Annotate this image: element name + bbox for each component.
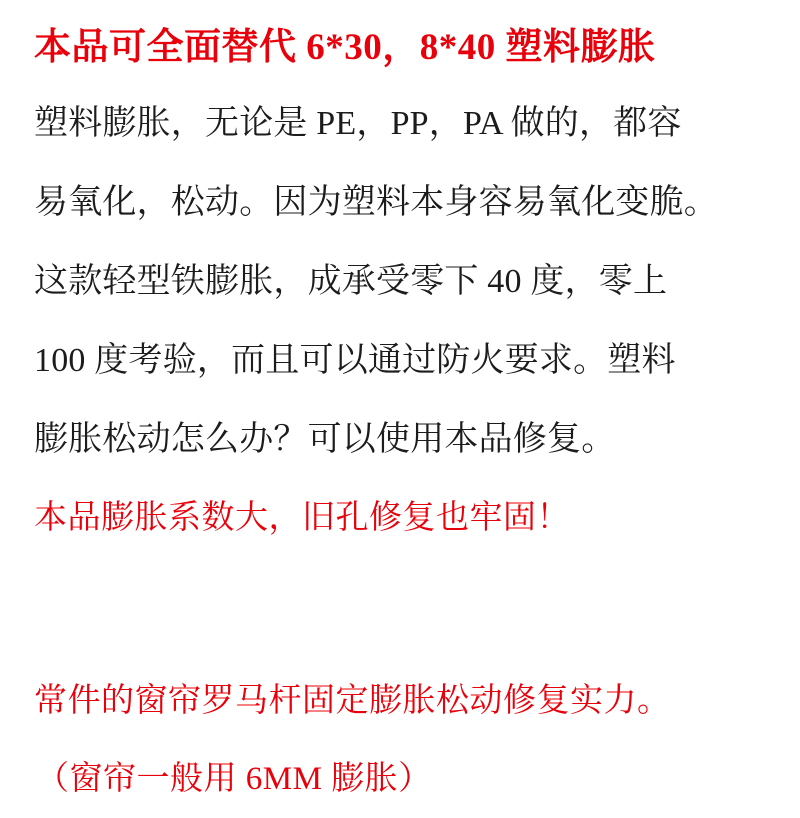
emphasis-statement bbox=[34, 479, 766, 558]
headline-line: 本品可全面替代 6*30，8*40 塑料膨胀 bbox=[34, 27, 656, 68]
paragraph-two bbox=[34, 242, 766, 479]
paragraph-two-line-2: 100 度考验，而且可以通过防火要求。塑料 bbox=[34, 342, 676, 379]
emphasis-line: 本品膨胀系数大，旧孔修复也牢固！ bbox=[34, 500, 570, 536]
paragraph-one-line-1: 塑料膨胀，无论是 PE，PP，PA 做的，都容 bbox=[34, 105, 682, 142]
paragraph-one-line-2: 易氧化，松动。因为塑料本身容易氧化变脆。 bbox=[34, 184, 718, 221]
closing-note bbox=[34, 662, 766, 818]
headline bbox=[34, 18, 766, 78]
section-spacer bbox=[34, 558, 766, 662]
closing-note-line-1: 常件的窗帘罗马杆固定膨胀松动修复实力。 bbox=[34, 683, 671, 719]
paragraph-two-line-3: 膨胀松动怎么办？可以使用本品修复。 bbox=[34, 421, 616, 458]
paragraph-two-line-1: 这款轻型铁膨胀，成承受零下 40 度，零上 bbox=[34, 263, 668, 300]
closing-note-line-2: （窗帘一般用 6MM 膨胀） bbox=[36, 761, 432, 797]
paragraph-one bbox=[34, 84, 766, 242]
